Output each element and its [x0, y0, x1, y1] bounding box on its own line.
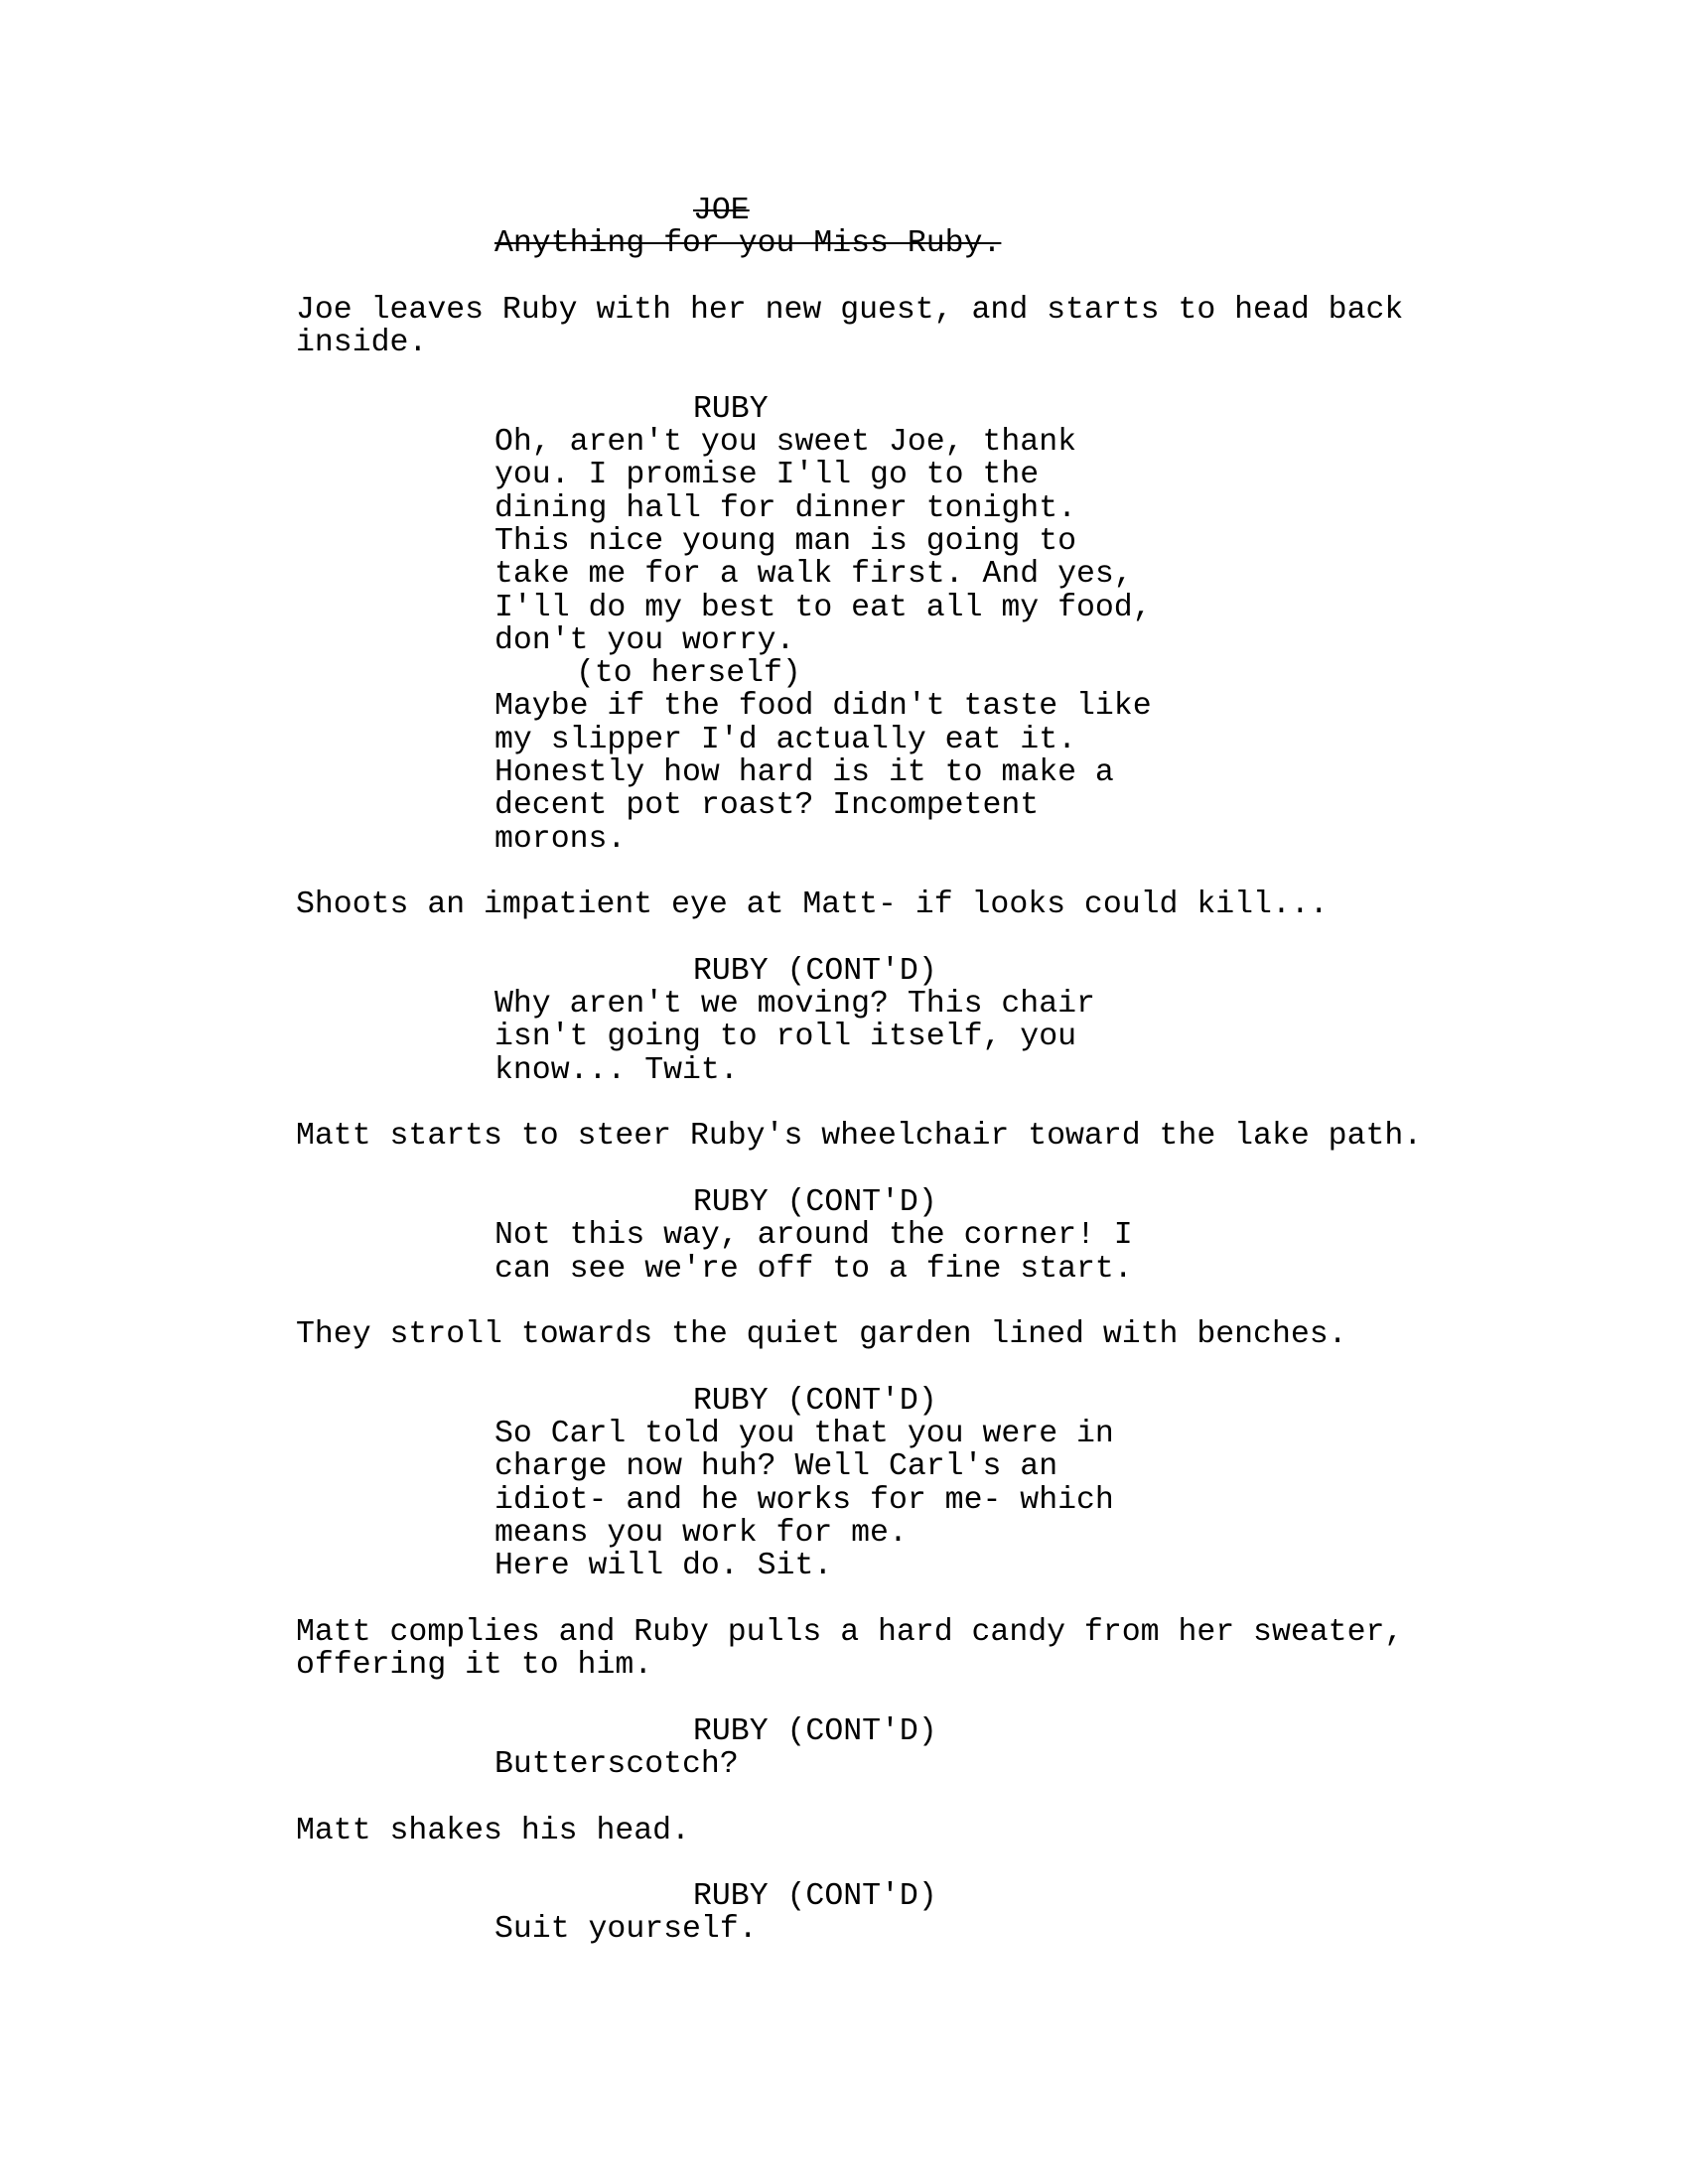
character-name: RUBY (CONT'D): [693, 1383, 937, 1419]
screenplay-block-character: [0, 955, 1688, 988]
blank-line: [0, 1582, 1688, 1615]
screenplay-block-dialogue: [0, 690, 1688, 855]
dialogue-line: Anything for you Miss Ruby.: [494, 226, 1002, 262]
character-name: RUBY: [693, 391, 769, 427]
blank-line: [0, 922, 1688, 955]
screenplay-block-dialogue: [0, 1418, 1688, 1582]
blank-line: [0, 1781, 1688, 1814]
dialogue-line: Maybe if the food didn't taste like: [494, 689, 1152, 725]
dialogue-line: Honestly how hard is it to make a: [494, 755, 1114, 791]
dialogue-line: isn't going to roll itself, you: [494, 1020, 1076, 1055]
character-name: RUBY (CONT'D): [693, 1879, 937, 1915]
blank-line: [0, 1154, 1688, 1186]
dialogue-line: know... Twit.: [494, 1052, 739, 1088]
action-line: Shoots an impatient eye at Matt- if looks could kill...: [296, 887, 1329, 923]
dialogue-line: Oh, aren't you sweet Joe, thank: [494, 425, 1076, 461]
screenplay-block-action: [0, 1318, 1688, 1351]
screenplay-block-dialogue: [0, 227, 1688, 260]
dialogue-line: decent pot roast? Incompetent: [494, 788, 1040, 824]
blank-line: [0, 1847, 1688, 1880]
blank-line: [0, 1682, 1688, 1714]
screenplay-block-dialogue: [0, 1219, 1688, 1286]
dialogue-line: Here will do. Sit.: [494, 1549, 833, 1584]
screenplay-block-dialogue: [0, 988, 1688, 1087]
blank-line: [0, 1351, 1688, 1384]
screenplay-block-action: [0, 294, 1688, 360]
screenplay-block-action: [0, 1616, 1688, 1683]
dialogue-line: can see we're off to a fine start.: [494, 1251, 1133, 1287]
action-line: Matt starts to steer Ruby's wheelchair toward the lake path.: [296, 1119, 1423, 1155]
screenplay-block-parenthetical: [0, 657, 1688, 690]
screenplay-block-action: [0, 1815, 1688, 1847]
dialogue-line: means you work for me.: [494, 1515, 908, 1551]
screenplay-block-character: [0, 1715, 1688, 1748]
action-line: Joe leaves Ruby with her new guest, and starts to head back: [296, 292, 1404, 328]
dialogue-line: idiot- and he works for me- which: [494, 1482, 1114, 1518]
blank-line: [0, 359, 1688, 392]
blank-line: [0, 1286, 1688, 1318]
screenplay-block-character: [0, 1880, 1688, 1913]
character-name: RUBY (CONT'D): [693, 1713, 937, 1749]
dialogue-line: Suit yourself.: [494, 1912, 758, 1948]
screenplay-block-character: [0, 1186, 1688, 1219]
dialogue-line: you. I promise I'll go to the: [494, 458, 1040, 493]
dialogue-line: don't you worry.: [494, 622, 795, 658]
dialogue-line: my slipper I'd actually eat it.: [494, 722, 1076, 757]
blank-line: [0, 1087, 1688, 1120]
dialogue-line: I'll do my best to eat all my food,: [494, 590, 1152, 625]
dialogue-line: So Carl told you that you were in: [494, 1416, 1114, 1451]
action-line: They stroll towards the quiet garden lined with benches.: [296, 1317, 1347, 1353]
dialogue-line: take me for a walk first. And yes,: [494, 557, 1133, 593]
action-line: inside.: [296, 326, 428, 361]
screenplay-block-character: [0, 393, 1688, 426]
dialogue-line: Not this way, around the corner! I: [494, 1218, 1133, 1254]
screenplay-block-dialogue: [0, 426, 1688, 657]
parenthetical-line: (to herself): [576, 656, 801, 692]
dialogue-line: Why aren't we moving? This chair: [494, 987, 1095, 1023]
dialogue-line: dining hall for dinner tonight.: [494, 490, 1076, 526]
action-line: Matt complies and Ruby pulls a hard candy from her sweater,: [296, 1614, 1404, 1650]
character-name: RUBY (CONT'D): [693, 1184, 937, 1220]
screenplay-block-action: [0, 1120, 1688, 1153]
action-line: offering it to him.: [296, 1648, 653, 1684]
screenplay-block-action: [0, 888, 1688, 921]
screenplay-block-dialogue: [0, 1748, 1688, 1781]
character-name: RUBY (CONT'D): [693, 953, 937, 989]
dialogue-line: Butterscotch?: [494, 1746, 739, 1782]
screenplay-block-character: [0, 1385, 1688, 1418]
screenplay-block-dialogue: [0, 1913, 1688, 1946]
blank-line: [0, 856, 1688, 888]
action-line: Matt shakes his head.: [296, 1813, 690, 1848]
dialogue-line: charge now huh? Well Carl's an: [494, 1449, 1058, 1485]
screenplay-body: [0, 195, 1688, 1947]
dialogue-line: morons.: [494, 821, 627, 857]
character-name: JOE: [693, 194, 750, 228]
blank-line: [0, 261, 1688, 294]
dialogue-line: This nice young man is going to: [494, 523, 1076, 559]
screenplay-block-character: [0, 195, 1688, 227]
